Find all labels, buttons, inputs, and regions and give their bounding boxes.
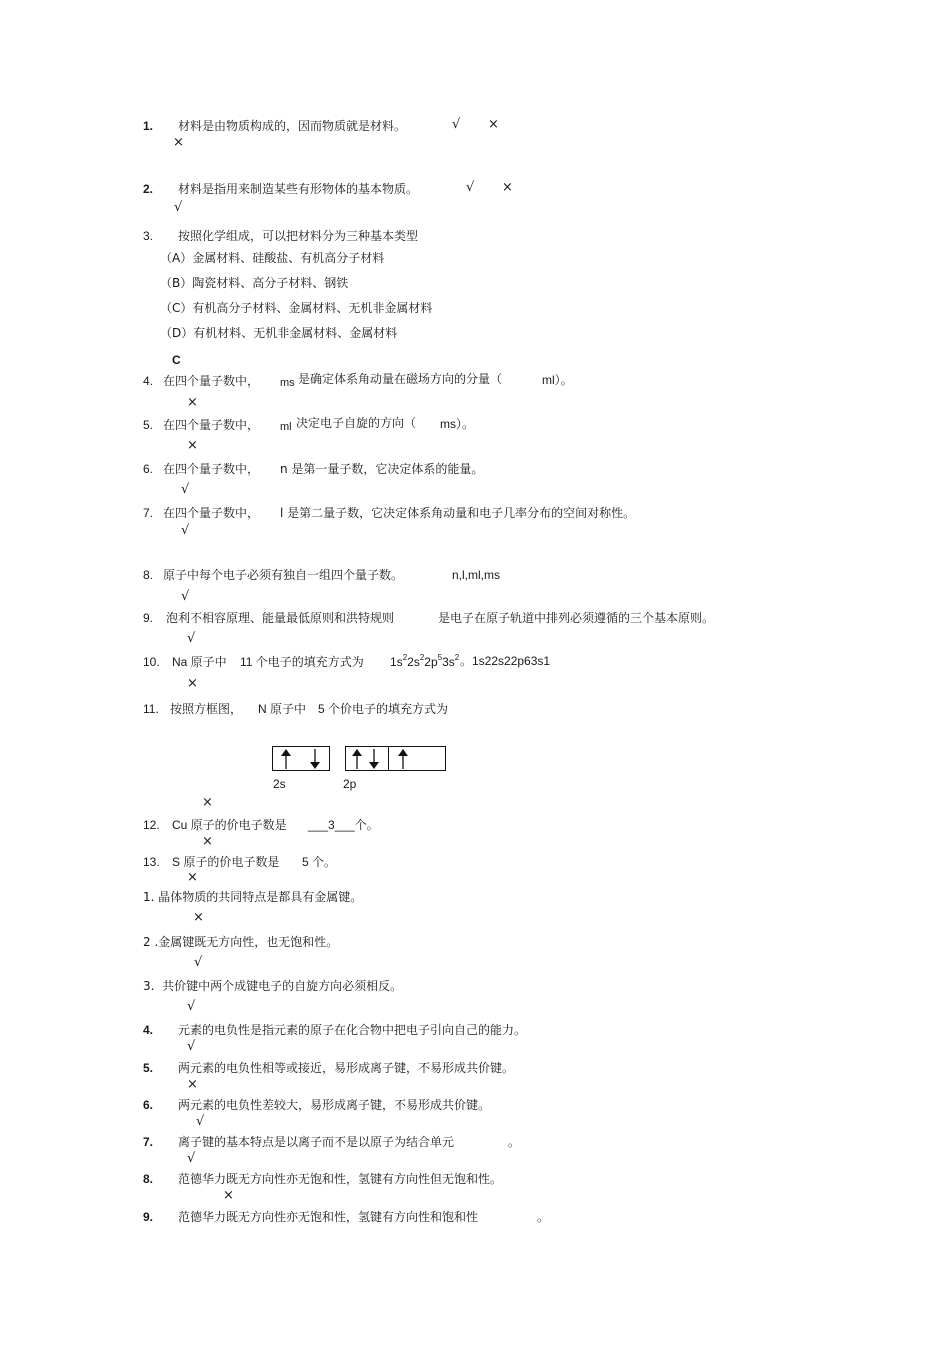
q9-answer: √ (187, 631, 196, 646)
q4-number: 4. (143, 374, 154, 388)
q4-text: 是确定体系角动量在磁场方向的分量（ (298, 372, 503, 386)
r4-text: 元素的电负性是指元素的原子在化合物中把电子引向自己的能力。 (178, 1023, 527, 1037)
r9-tail: 。 (537, 1210, 550, 1224)
r3-answer: √ (187, 999, 196, 1014)
q4-pre: 在四个量子数中， (163, 374, 260, 388)
spin-down-arrow-icon (367, 748, 381, 770)
q10-mid: 11 个电子的填充方式为 (240, 655, 364, 669)
r8-text: 范德华力既无方向性亦无饱和性，氢键有方向性但无饱和性。 (178, 1172, 503, 1186)
q12-answer: × (202, 834, 213, 849)
spin-up-arrow-icon (396, 748, 410, 770)
q5-symbol: ml (280, 421, 292, 433)
r3-text: 3. 共价键中两个成键电子的自旋方向必须相反。 (143, 979, 403, 993)
q4-answer: × (187, 395, 198, 410)
r2-text: 2 .金属键既无方向性，也无饱和性。 (143, 935, 339, 949)
q2-answer: √ (174, 200, 183, 215)
q8-text: 原子中每个电子必须有独自一组四个量子数。 (163, 568, 404, 582)
q1-true-option: √ (452, 117, 461, 132)
q10-number: 10. (143, 655, 160, 669)
q6-text: n 是第一量子数，它决定体系的能量。 (280, 462, 484, 476)
r7-tail: 。 (508, 1135, 521, 1149)
q5-number: 5. (143, 418, 154, 432)
q2-text: 材料是指用来制造某些有形物体的基本物质。 (178, 182, 419, 196)
q5-answer: × (187, 438, 198, 453)
q5-text: 决定电子自旋的方向（ (296, 416, 417, 430)
q2-false-option: × (502, 180, 513, 195)
q9-text: 是电子在原子轨道中排列必须遵循的三个基本原则。 (438, 611, 715, 625)
r6-text: 两元素的电负性差较大，易形成离子键，不易形成共价键。 (178, 1098, 491, 1112)
r9-number: 9. (143, 1210, 154, 1224)
r1-text: 1. 晶体物质的共同特点是都具有金属键。 (143, 890, 363, 904)
q12-number: 12. (143, 818, 160, 832)
r1-answer: × (193, 910, 204, 925)
q7-answer: √ (181, 523, 190, 538)
q6-pre: 在四个量子数中， (163, 462, 260, 476)
spin-down-arrow-icon (308, 748, 322, 770)
q11-post: N 原子中 (258, 702, 307, 716)
r7-number: 7. (143, 1135, 154, 1149)
r5-number: 5. (143, 1061, 154, 1075)
q9-number: 9. (143, 611, 154, 625)
q3-number: 3. (143, 229, 154, 243)
q6-number: 6. (143, 462, 154, 476)
r6-number: 6. (143, 1098, 154, 1112)
r5-answer: × (187, 1077, 198, 1092)
r8-answer: × (223, 1188, 234, 1203)
q8-answer: √ (181, 589, 190, 604)
q3-option-a: （A）金属材料、硅酸盐、有机高分子材料 (160, 251, 385, 265)
spin-up-arrow-icon (350, 748, 364, 770)
r6-answer: √ (196, 1114, 205, 1129)
r8-number: 8. (143, 1172, 154, 1186)
orbital-2p-label: 2p (343, 777, 357, 791)
q12-pre: Cu 原子的价电子数是 (172, 818, 287, 832)
q11-number: 11. (143, 702, 159, 716)
r4-number: 4. (143, 1023, 154, 1037)
q11-answer: × (202, 795, 213, 810)
q3-option-c: （C）有机高分子材料、金属材料、无机非金属材料 (160, 301, 433, 315)
q3-option-b: （B）陶瓷材料、高分子材料、钢铁 (160, 276, 349, 290)
q6-answer: √ (181, 482, 190, 497)
q3-option-d: （D）有机材料、无机非金属材料、金属材料 (160, 326, 398, 340)
q10-answer: × (187, 676, 198, 691)
q5-pre: 在四个量子数中， (163, 418, 260, 432)
q13-post: 5 个。 (302, 855, 337, 869)
q1-answer: × (173, 135, 184, 150)
q10-pre: Na 原子中 (172, 655, 227, 669)
q13-answer: × (187, 870, 198, 885)
q10-config: $1s^22s^22p^53s^2$ (390, 653, 460, 669)
q3-answer: C (172, 353, 181, 367)
q8-note: n,l,ml,ms (452, 568, 500, 582)
q13-pre: S 原子的价电子数是 (172, 855, 280, 869)
q3-text: 按照化学组成，可以把材料分为三种基本类型 (178, 229, 419, 243)
q1-false-option: × (488, 117, 499, 132)
r7-text: 离子键的基本特点是以离子而不是以原子为结合单元 (178, 1135, 455, 1149)
q9-pre: 泡利不相容原理、能量最低原则和洪特规则 (166, 611, 395, 625)
q10-tail: 。1s22s22p63s1 (460, 654, 551, 668)
q2-number: 2. (143, 182, 154, 196)
q7-pre: 在四个量子数中， (163, 506, 260, 520)
q4-paren: ml）。 (542, 373, 573, 387)
q2-true-option: √ (466, 180, 475, 195)
q12-blank: ___3___个。 (308, 818, 379, 832)
q11-pre: 按照方框图， (170, 702, 243, 716)
q5-paren: ms）。 (440, 417, 474, 431)
r7-answer: √ (187, 1151, 196, 1166)
r9-text: 范德华力既无方向性亦无饱和性，氢键有方向性和饱和性 (178, 1210, 479, 1224)
q7-text: l 是第二量子数，它决定体系角动量和电子几率分布的空间对称性。 (280, 506, 636, 520)
spin-up-arrow-icon (279, 748, 293, 770)
r5-text: 两元素的电负性相等或接近，易形成离子键，不易形成共价键。 (178, 1061, 515, 1075)
q8-number: 8. (143, 568, 154, 582)
q4-symbol: ms (280, 377, 295, 389)
q11-tail: 5 个价电子的填充方式为 (318, 702, 449, 716)
q1-number: 1. (143, 119, 154, 133)
r2-answer: √ (194, 955, 203, 970)
r4-answer: √ (187, 1039, 196, 1054)
orbital-2s-label: 2s (273, 777, 286, 791)
q7-number: 7. (143, 506, 154, 520)
q13-number: 13. (143, 855, 160, 869)
q1-text: 材料是由物质构成的，因而物质就是材料。 (178, 119, 407, 133)
